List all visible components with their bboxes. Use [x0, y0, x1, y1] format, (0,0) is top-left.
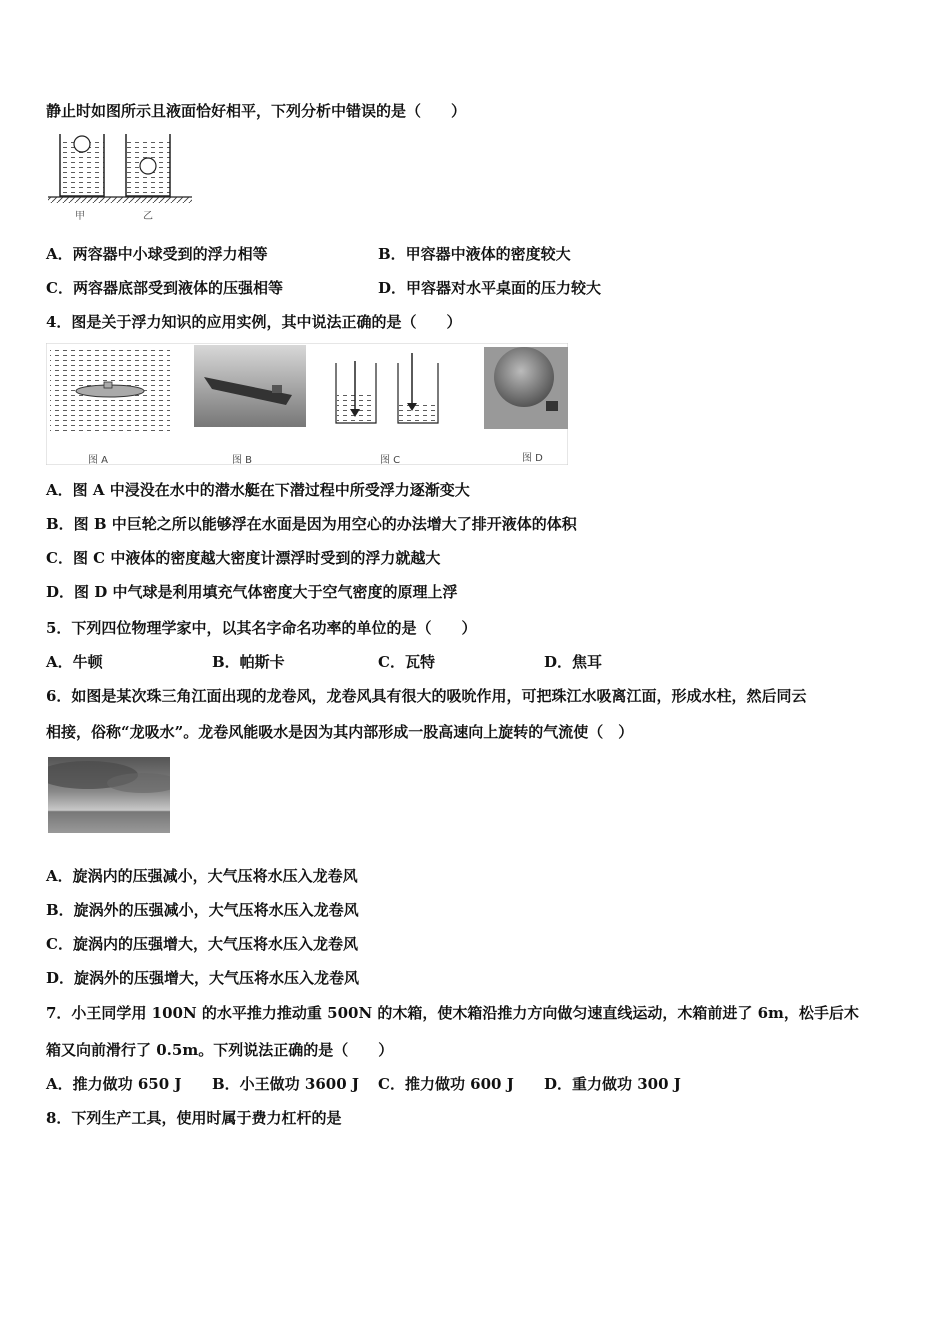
q4-option-b[interactable]: B．图 B 中巨轮之所以能够浮在水面是因为用空心的办法增大了排开液体的体积 — [46, 515, 577, 533]
fig-caption-d: 图 D — [522, 453, 543, 464]
q6-option-b[interactable]: B．旋涡外的压强减小，大气压将水压入龙卷风 — [46, 901, 359, 919]
fig-caption-a: 图 A — [88, 455, 109, 466]
q6-stem-line1: 6．如图是某次珠三角江面出现的龙卷风，龙卷风具有很大的吸吮作用，可把珠江水吸离江面，形成水柱，然后同云 — [46, 687, 807, 705]
q3-option-d[interactable]: D．甲容器对水平桌面的压力较大 — [378, 279, 602, 297]
q3-option-c[interactable]: C．两容器底部受到液体的压强相等 — [46, 279, 283, 297]
table-hatch — [48, 197, 192, 203]
q4-option-c[interactable]: C．图 C 中液体的密度越大密度计漂浮时受到的浮力就越大 — [46, 549, 441, 567]
q6-option-d[interactable]: D．旋涡外的压强增大，大气压将水压入龙卷风 — [46, 969, 360, 987]
fig-label-yi: 乙 — [143, 211, 153, 222]
q6-option-a[interactable]: A．旋涡内的压强减小，大气压将水压入龙卷风 — [46, 867, 358, 885]
q3-figure-containers — [46, 130, 196, 222]
q5-stem: 5．下列四位物理学家中，以其名字命名功率的单位的是（ ） — [46, 619, 477, 637]
q7-option-c[interactable]: C．推力做功 600 J — [378, 1075, 514, 1093]
fig-caption-c: 图 C — [380, 455, 401, 466]
q5-option-d[interactable]: D．焦耳 — [544, 653, 603, 671]
q6-option-c[interactable]: C．旋涡内的压强增大，大气压将水压入龙卷风 — [46, 935, 358, 953]
q7-stem-line1: 7．小王同学用 100N 的水平推力推动重 500N 的木箱，使木箱沿推力方向做匀速直线运动，木箱前进了 6m，松手后木 — [46, 1004, 859, 1022]
q4-option-d[interactable]: D．图 D 中气球是利用填充气体密度大于空气密度的原理上浮 — [46, 583, 458, 601]
q7-option-a[interactable]: A．推力做功 650 J — [46, 1075, 182, 1093]
q5-option-a[interactable]: A．牛顿 — [46, 653, 103, 671]
q3-stem: 静止时如图所示且液面恰好相平，下列分析中错误的是（ ） — [46, 102, 467, 120]
q7-option-d[interactable]: D．重力做功 300 J — [544, 1075, 681, 1093]
q8-stem: 8．下列生产工具，使用时属于费力杠杆的是 — [46, 1109, 342, 1127]
ball-jia — [74, 136, 90, 152]
q5-option-b[interactable]: B．帕斯卡 — [212, 653, 285, 671]
fig-label-jia: 甲 — [75, 211, 85, 222]
q4-stem: 4．图是关于浮力知识的应用实例，其中说法正确的是（ ） — [46, 313, 462, 331]
q3-option-a[interactable]: A．两容器中小球受到的浮力相等 — [46, 245, 268, 263]
fig-d-balloons — [494, 347, 554, 407]
ball-yi — [140, 158, 156, 174]
fig-caption-b: 图 B — [232, 455, 253, 466]
q6-stem-line2: 相接，俗称“龙吸水”。龙卷风能吸水是因为其内部形成一股高速向上旋转的气流使（ ） — [46, 723, 634, 741]
q7-option-b[interactable]: B．小王做功 3600 J — [212, 1075, 359, 1093]
q4-figure-strip — [46, 343, 568, 465]
q4-option-a[interactable]: A．图 A 中浸没在水中的潜水艇在下潜过程中所受浮力逐渐变大 — [46, 481, 470, 499]
q3-option-b[interactable]: B．甲容器中液体的密度较大 — [378, 245, 571, 263]
q5-option-c[interactable]: C．瓦特 — [378, 653, 435, 671]
q6-figure-waterspout — [48, 757, 170, 833]
q7-stem-line2: 箱又向前滑行了 0.5m。下列说法正确的是（ ） — [46, 1041, 394, 1059]
